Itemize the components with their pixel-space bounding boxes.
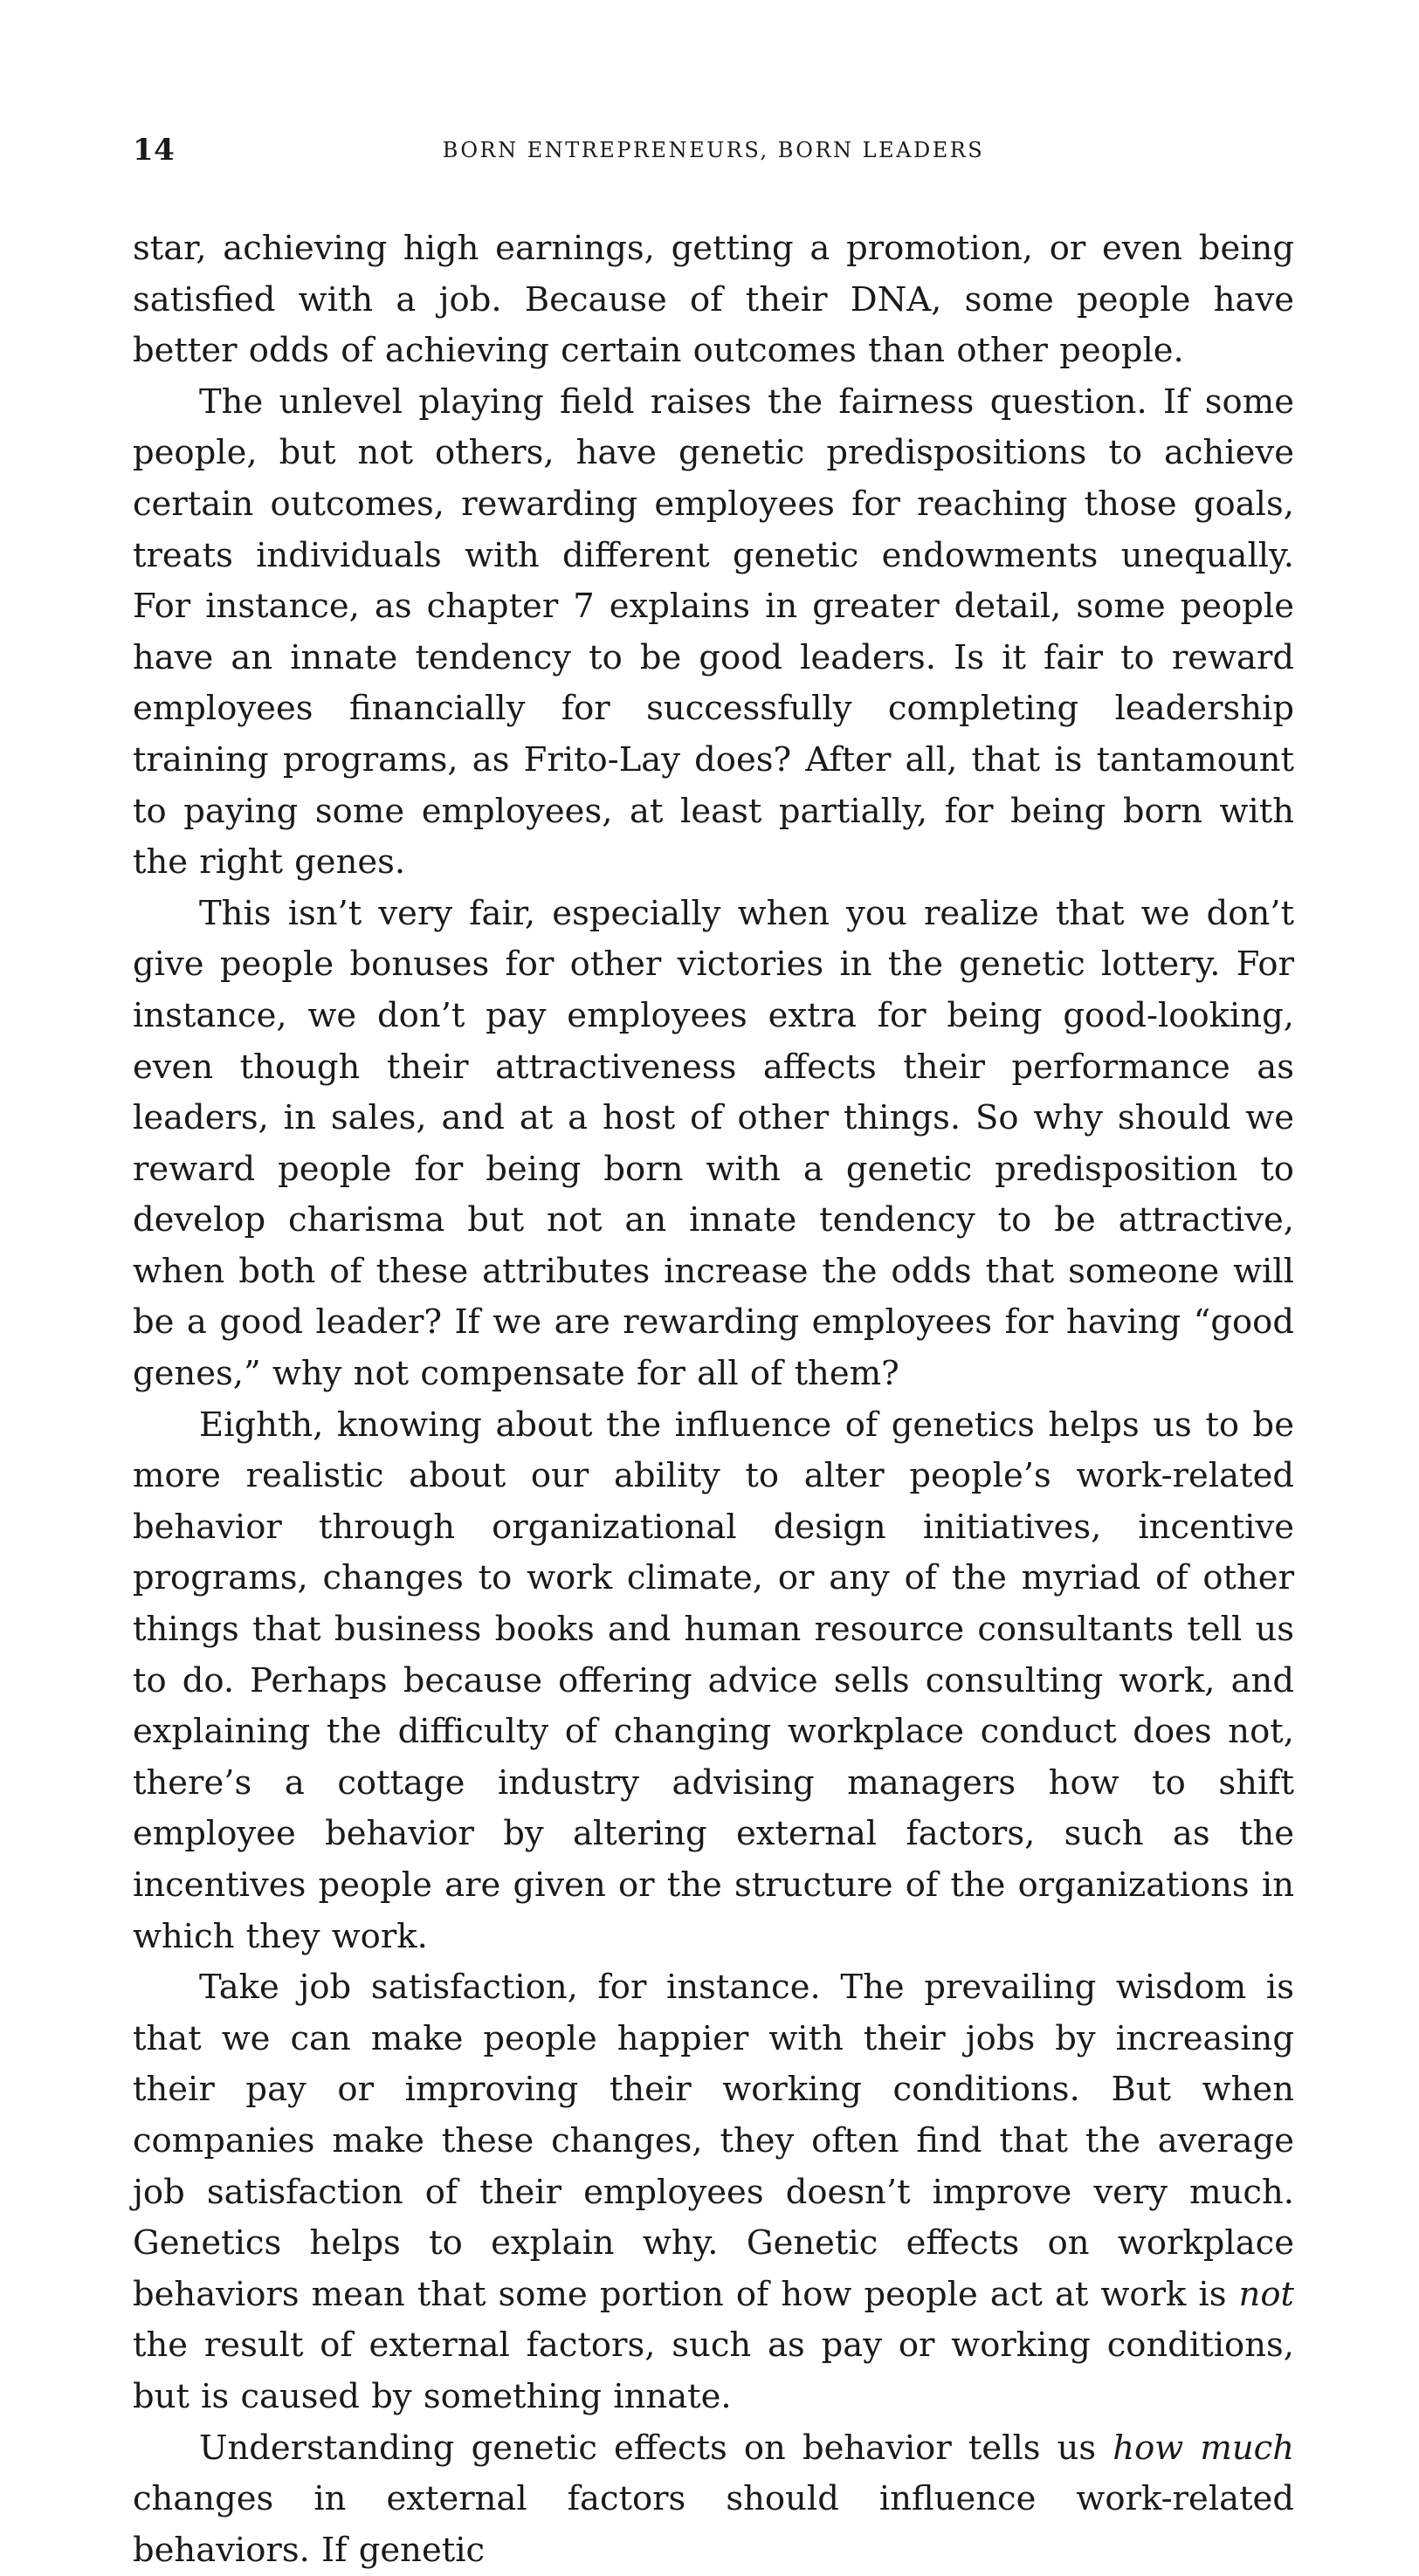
paragraph-2: The unlevel playing field raises the fairness question. If some people, but not others, have genetic predispositions to achieve certain outcomes, rewarding employees for reaching those goals, treats individuals with different genetic endowments unequally. For instance, as chapter 7 explains in greater detail, some people have an innate tendency to be good leaders. Is it fair to reward employees financially for successfully completing leadership training programs, as Frito-Lay does? After all, that is tantamount to paying some employees, at least partially, for being born with the right genes. (133, 381, 1294, 883)
paragraph-6-text-after: changes in external factors should influence work-related behaviors. If genetic (133, 2479, 1294, 2570)
running-head (133, 122, 1294, 175)
paragraph-5-emphasis: not (1238, 2274, 1294, 2314)
paragraph-5-text-after: the result of external factors, such as pay or working conditions, but is caused by something innate. (133, 2325, 1294, 2416)
page-number: 14 (133, 133, 176, 168)
paragraph-6 (133, 2423, 1294, 2576)
paragraph-5-text-before: Take job satisfaction, for instance. The prevailing wisdom is that we can make people happier with their jobs by increasing their pay or improving their working conditions. But when companies make these changes, they often find that the average job satisfaction of their employees doesn’t improve very much. Genetics helps to explain why. Genetic effects on workplace behaviors mean that some portion of how people act at work is (133, 1968, 1294, 2314)
book-page (133, 122, 1294, 2576)
body-text (133, 223, 1294, 2576)
paragraph-1: star, achieving high earnings, getting a promotion, or even being satisfied with a job. Because of their DNA, some people have better odds of achieving certain outcomes than other people. (133, 229, 1294, 371)
running-title: BORN ENTREPRENEURS, BORN LEADERS (442, 138, 985, 162)
paragraph-3: This isn’t very fair, especially when you realize that we don’t give people bonuses for other victories in the genetic lottery. For instance, we don’t pay employees extra for being good-looking, even though their attractiveness affects their performance as leaders, in sales, and at a host of other things. So why should we reward people for being born with a genetic predisposition to develop charisma but not an innate tendency to be attractive, when both of these attributes increase the odds that someone will be a good leader? If we are rewarding employees for having “good genes,” why not compensate for all of them? (133, 893, 1294, 1394)
paragraph-4: Eighth, knowing about the influence of genetics helps us to be more realistic about our ability to alter people’s work-related behavior through organizational design initiatives, incentive programs, changes to work climate, or any of the myriad of other things that business books and human resource consultants tell us to do. Perhaps because offering advice sells consulting work, and explaining the difficulty of changing workplace conduct does not, there’s a cottage industry advising managers how to shift employee behavior by altering external factors, such as the incentives people are given or the structure of the organizations in which they work. (133, 1405, 1294, 1956)
paragraph-6-text-before: Understanding genetic effects on behavior tells us (199, 2428, 1113, 2468)
paragraph-5 (133, 1962, 1294, 2422)
paragraph-6-emphasis: how much (1112, 2428, 1294, 2468)
